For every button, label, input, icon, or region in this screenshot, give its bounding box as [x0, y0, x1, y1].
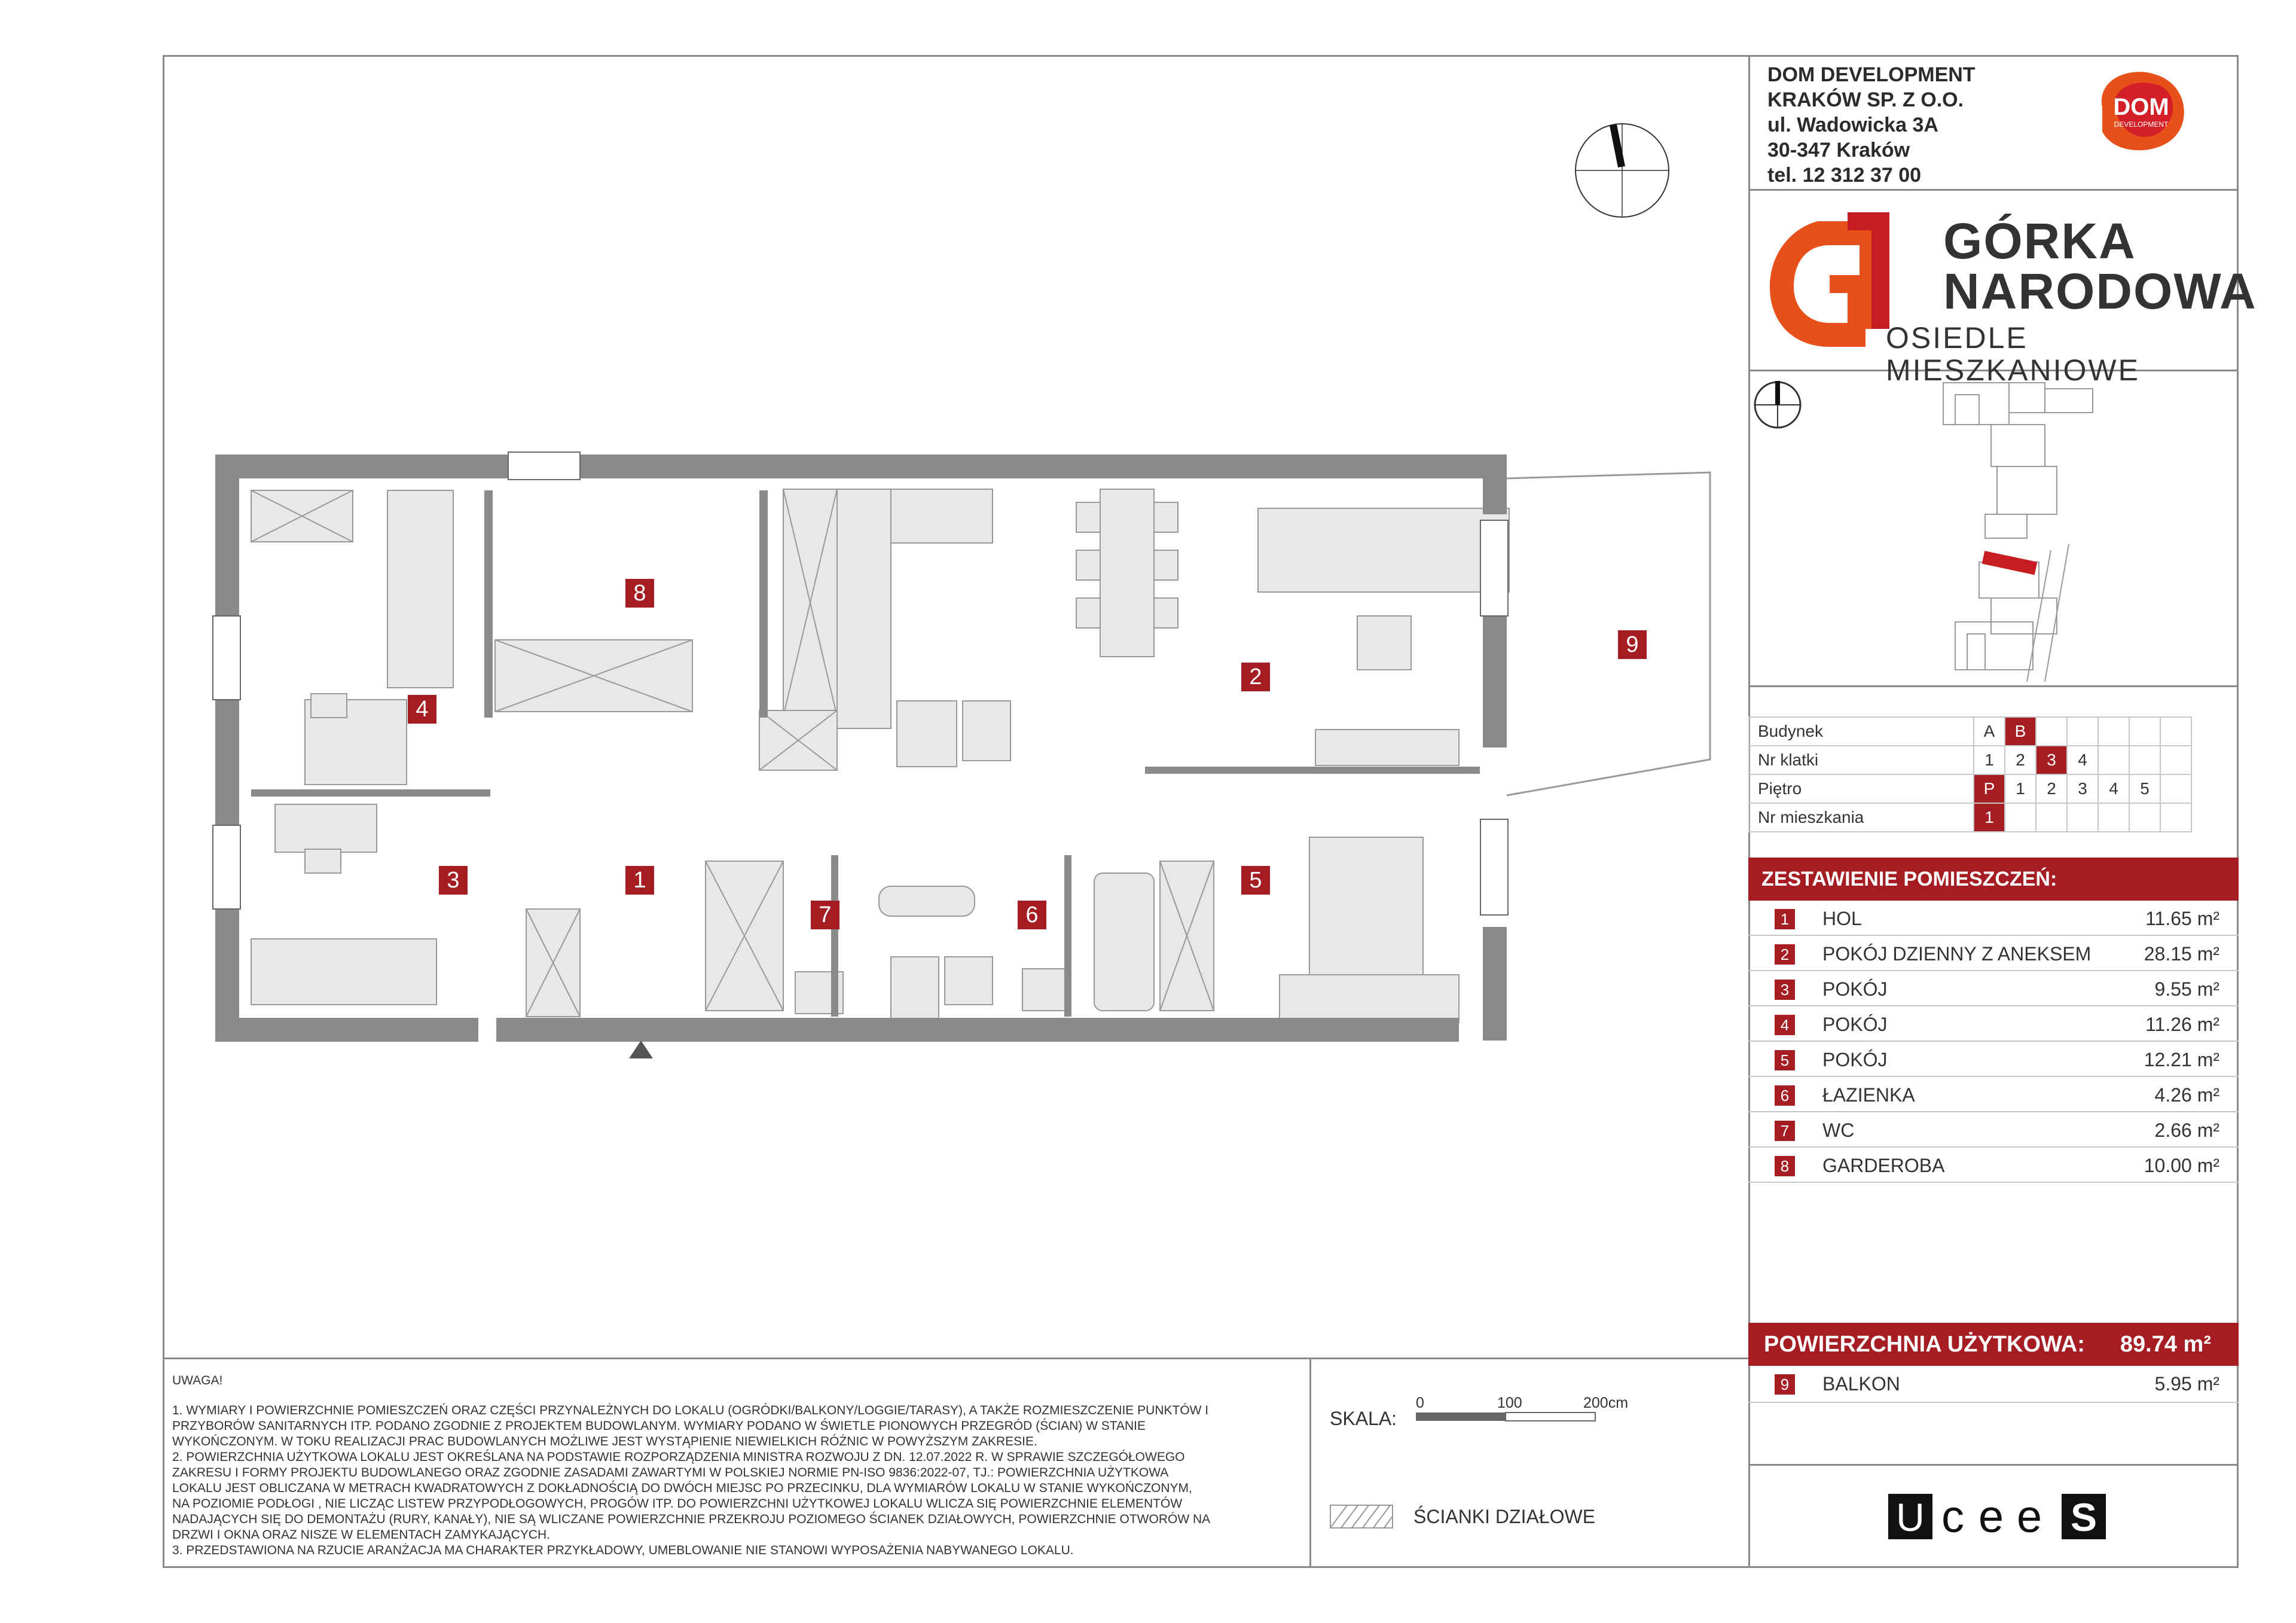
selection-cell [2067, 717, 2098, 746]
kitchen-counter [837, 489, 891, 728]
wall-partition-3 [251, 789, 490, 797]
bed-3 [251, 939, 436, 1005]
plan-room-6-badge: 6 [1018, 901, 1046, 929]
selection-cell [2098, 717, 2129, 746]
coffee-table [1357, 616, 1411, 670]
room-row [1748, 1006, 2239, 1042]
ucees-letter-1: U [1896, 1495, 1925, 1539]
room-number: 3 [1775, 980, 1795, 1000]
room-number: 5 [1775, 1050, 1795, 1070]
room-number: 8 [1775, 1156, 1795, 1176]
compass-north-icon [1571, 120, 1673, 221]
plan-room-7-badge: 7 [811, 901, 839, 929]
dom-development-logo [2090, 66, 2192, 155]
room-row [1748, 1077, 2239, 1112]
notes-rule [163, 1357, 1748, 1359]
selection-row [1749, 774, 2191, 803]
rooms-list [1748, 901, 2239, 1183]
ucees-letter-5: S [2070, 1495, 2097, 1539]
sofa [1258, 508, 1509, 592]
room-name: GARDEROBA [1822, 1155, 1945, 1176]
scale-tick-100: 100 [1497, 1395, 1522, 1411]
notes-line: PRZYBORÓW SANITARNYCH ITP. PODANO ZGODNIE Z PROJEKTEM BUDOWLANYM. WYMIARY PODANO W ŚWIETLE PIONOWYCH PRZEGRÓD (ŚCIAN) W STANIE [172, 1419, 1146, 1433]
apartment-selection-table [1748, 716, 2192, 832]
toilet-7 [879, 886, 975, 916]
selection-cell [2160, 803, 2191, 832]
floor-plan-drawing [203, 437, 1734, 1076]
room-row [1748, 971, 2239, 1006]
selection-row-label: Piętro [1749, 774, 1974, 803]
sink-6 [1022, 969, 1070, 1011]
washer-6 [945, 957, 993, 1005]
selection-row-label: Nr mieszkania [1749, 803, 1974, 832]
selection-row [1749, 746, 2191, 774]
room-number: 4 [1775, 1015, 1795, 1035]
room-row [1748, 1148, 2239, 1183]
total-area-label: POWIERZCHNIA UŻYTKOWA: [1764, 1332, 2085, 1357]
notes-line: WYKOŃCZONYM. W TOKU REALIZACJI PRAC BUDOWLANYCH MOŻLIWE JEST WYSTĄPIENIE NIEWIELKICH RÓŻNIC W POWYŻSZYM ZAKRESIE. [172, 1435, 1037, 1448]
wall-left [215, 454, 239, 1041]
room-number: 2 [1775, 944, 1795, 965]
sidebar-rule-4 [1748, 1464, 2239, 1466]
selection-cell [2005, 803, 2036, 832]
wall-bottom-left [215, 1018, 478, 1042]
scale-label: SKALA: [1330, 1408, 1397, 1429]
room-number: 7 [1775, 1121, 1795, 1141]
selection-cell: 3 [2067, 774, 2098, 803]
selection-cell: 1 [1974, 746, 2005, 774]
notes-divider [1309, 1357, 1311, 1568]
total-area-value: 89.74 m² [2120, 1332, 2211, 1357]
room-row [1748, 1112, 2239, 1148]
company-phone: tel. 12 312 37 00 [1767, 164, 1922, 187]
wall-top [215, 454, 1507, 478]
plan-room-3-badge: 3 [439, 866, 468, 895]
notes-line: DRZWI I OKNA ORAZ NISZE W ELEMENTACH ZAMYKAJĄCYCH. [172, 1528, 550, 1542]
notes-line: NA POZIOMIE PODŁOGI , NIE LICZĄC LISTEW PRZYPODŁOGOWYCH, PROGÓW ITP. DO POWIERZCHNI UŻYTKOWEJ LOKALU WLICZA SIĘ POWIERZCHNIE ELEMENTÓW [172, 1497, 1183, 1511]
room-area: 12.21 m² [2144, 1049, 2219, 1070]
company-name: DOM DEVELOPMENT [1767, 63, 1976, 86]
selection-cell: A [1974, 717, 2005, 746]
plan-room-5-badge: 5 [1241, 866, 1270, 895]
brand-line-2: NARODOWA [1943, 263, 2257, 319]
shaft-7 [891, 957, 939, 1023]
notes-block [172, 1373, 1296, 1558]
kitchen-upper [891, 489, 993, 543]
desk-3 [275, 804, 377, 852]
company-city: 30-347 Kraków [1767, 139, 1910, 161]
plan-room-4-badge: 4 [408, 695, 436, 724]
room-number: 1 [1775, 909, 1795, 929]
selection-cell [2036, 803, 2067, 832]
selection-cell: 2 [2005, 746, 2036, 774]
brand-line-3: OSIEDLE MIESZKANIOWE [1886, 321, 2140, 387]
plan-room-1-badge: 1 [625, 866, 654, 895]
room-name: HOL [1822, 908, 1862, 929]
balcony-name: BALKON [1822, 1373, 1900, 1395]
room-area: 2.66 m² [2154, 1119, 2219, 1141]
room-area: 11.65 m² [2145, 908, 2219, 929]
ucees-letter-4: e [2016, 1493, 2042, 1540]
partition-wall-legend-label: ŚCIANKI DZIAŁOWE [1413, 1506, 1596, 1527]
room-row [1748, 1042, 2239, 1077]
selection-cell [2036, 717, 2067, 746]
rooms-header: ZESTAWIENIE POMIESZCZEŃ: [1748, 858, 2239, 901]
wall-partition-4 [484, 490, 493, 718]
balcony-area: 5.95 m² [2154, 1373, 2219, 1395]
bathtub-6 [1094, 873, 1154, 1011]
notes-line: 2. POWIERZCHNIA UŻYTKOWA LOKALU JEST OKREŚLANA NA PODSTAWIE ROZPORZĄDZENIA MINISTRA ROZWOJU Z DN. 12.07.2022 R. W SPRAWIE SZCZEGÓŁOWEGO [172, 1450, 1185, 1464]
room-name: POKÓJ [1822, 1049, 1888, 1070]
room-name: POKÓJ DZIENNY Z ANEKSEM [1822, 943, 2092, 965]
scale-tick-0: 0 [1416, 1395, 1424, 1411]
plan-room-9-badge: 9 [1618, 630, 1647, 659]
selection-cell [2129, 717, 2160, 746]
selection-cell [2160, 746, 2191, 774]
selection-row-label: Nr klatki [1749, 746, 1974, 774]
selection-row [1749, 717, 2191, 746]
room-name: POKÓJ [1822, 1014, 1888, 1035]
selection-cell [2160, 774, 2191, 803]
selection-cell: 3 [2036, 746, 2067, 774]
site-map [1931, 377, 2111, 688]
notes-title: UWAGA! [172, 1374, 223, 1387]
selection-cell: 2 [2036, 774, 2067, 803]
scale-tick-200: 200cm [1583, 1395, 1629, 1411]
wall-right-mid [1483, 616, 1507, 748]
room-row [1748, 901, 2239, 936]
plan-room-2-badge: 2 [1241, 663, 1270, 691]
selection-cell [2098, 746, 2129, 774]
selection-cell: 1 [1974, 803, 2005, 832]
ucees-letter-3: e [1978, 1493, 2004, 1540]
selection-cell: 4 [2098, 774, 2129, 803]
wall-right-low [1483, 927, 1507, 1041]
dom-logo-main: DOM [2113, 94, 2169, 120]
ucees-logo [1888, 1493, 2109, 1540]
room-name: POKÓJ [1822, 978, 1888, 1000]
room-area: 11.26 m² [2145, 1014, 2219, 1035]
partition-wall-legend-swatch [1330, 1505, 1393, 1529]
room-area: 28.15 m² [2144, 943, 2219, 965]
room-area: 4.26 m² [2154, 1084, 2219, 1106]
room-name: ŁAZIENKA [1822, 1084, 1915, 1106]
room-name: WC [1822, 1119, 1855, 1141]
room-area: 10.00 m² [2144, 1155, 2219, 1176]
selection-row [1749, 803, 2191, 832]
balcony-number: 9 [1775, 1374, 1795, 1395]
brand-line-1: GÓRKA [1943, 213, 2136, 269]
sidebar-rule-1 [1748, 189, 2239, 191]
selection-row-label: Budynek [1749, 717, 1974, 746]
company-street: ul. Wadowicka 3A [1767, 114, 1938, 136]
notes-line: 3. PRZEDSTAWIONA NA RZUCIE ARANŻACJA MA CHARAKTER PRZYKŁADOWY, UMEBLOWANIE NIE STANOWI WYPOSAŻENIA NABYWANEGO LOKALU. [172, 1543, 1074, 1557]
selection-cell: B [2005, 717, 2036, 746]
selection-cell [2129, 803, 2160, 832]
room-number: 6 [1775, 1085, 1795, 1106]
ucees-letter-2: c [1941, 1493, 1964, 1540]
dom-logo-sub: DEVELOPMENT [2114, 120, 2169, 129]
site-compass-icon [1751, 378, 1805, 432]
notes-line: NADAJĄCYCH SIĘ DO DEMONTAŻU (RURY, KANAŁY), NIE SĄ WLICZANE POWIERZCHNIE PRZEKROJU POZIOMEGO ŚCIANEK DZIAŁOWYCH, POWIERZCHNIE OTWORÓW NA [172, 1512, 1211, 1526]
selection-cell [2067, 803, 2098, 832]
total-area-bar [1748, 1323, 2239, 1366]
wall-bottom-right [496, 1018, 1459, 1042]
tv-unit [1315, 730, 1459, 765]
notes-line: 1. WYMIARY I POWIERZCHNIE POMIESZCZEŃ ORAZ CZĘŚCI PRZYNALEŻNYCH DO LOKALU (OGRÓDKI/BALKONY/LOGGIE/TARASY), A TAKŻE ROZMIESZCZENIE PUNKTÓW I [172, 1404, 1209, 1417]
room-area: 9.55 m² [2154, 978, 2219, 1000]
balcony-row [1748, 1367, 2239, 1403]
scale-bar [1416, 1410, 1601, 1426]
company-legal: KRAKÓW SP. Z O.O. [1767, 89, 1964, 111]
selection-cell: 4 [2067, 746, 2098, 774]
gorka-narodowa-brand [1770, 209, 2257, 387]
notes-line: LOKALU JEST OBLICZANA W METRACH KWADRATOWYCH Z DOKŁADNOŚCIĄ DO DWÓCH MIEJSC PO PRZECINKU, DLA WYMIARÓW LOKALU W STANIE WYKOŃCZONYM, [172, 1481, 1192, 1495]
notes-line: ZAKRESU I FORMY PROJEKTU BUDOWLANEGO ORAZ ZGODNIE ZASADAMI ZAWARTYMI W POLSKIEJ NORMIE PN-ISO 9836:2022-07, TJ.: POWIERZCHNIA UŻYTKOWA [172, 1466, 1169, 1479]
company-address [1767, 62, 1976, 188]
selection-cell [2129, 746, 2160, 774]
dining-table [1100, 489, 1154, 657]
selection-cell: P [1974, 774, 2005, 803]
gn-logo-mark [1770, 209, 1889, 353]
bed-4 [387, 490, 453, 688]
selection-cell: 1 [2005, 774, 2036, 803]
selection-cell [2160, 717, 2191, 746]
selection-cell [2098, 803, 2129, 832]
wall-right-top [1483, 454, 1507, 514]
plan-room-8-badge: 8 [625, 579, 654, 608]
room-row [1748, 936, 2239, 971]
selection-cell: 5 [2129, 774, 2160, 803]
